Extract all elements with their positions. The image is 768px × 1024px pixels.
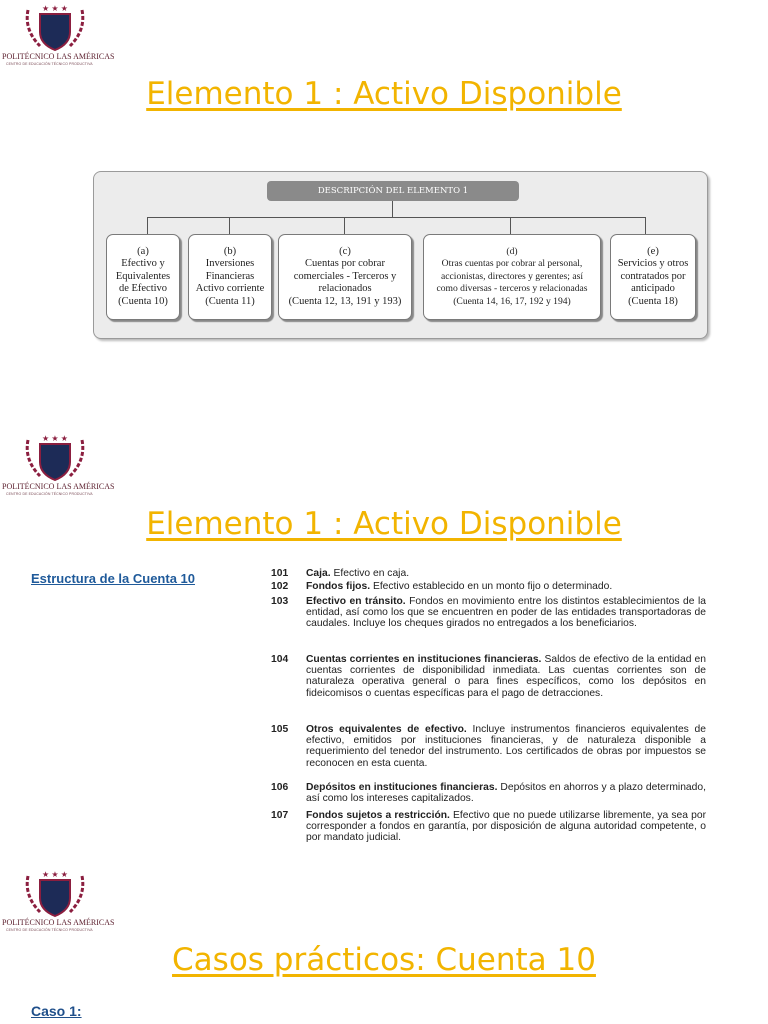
account-code: 102: [271, 581, 289, 592]
svg-text:★ ★ ★: ★ ★ ★: [42, 870, 68, 879]
svg-text:★ ★ ★: ★ ★ ★: [42, 4, 68, 13]
shield-crest-icon: [20, 866, 90, 918]
logo-name: POLITÉCNICO LAS AMÉRICAS: [2, 482, 115, 491]
account-text: Otros equivalentes de efectivo. Incluye instrumentos financieros equivalentes de efectivo, emitidos por instituciones financieras, y de naturaleza disponible a requerimiento del tenedor del instrumento. Los certificados de obras por impuestos se reconocen en esta cuenta.: [306, 724, 706, 769]
element-diagram: [93, 171, 708, 339]
account-text: Fondos fijos. Efectivo establecido en un monto fijo o determinado.: [306, 581, 613, 592]
logo-name: POLITÉCNICO LAS AMÉRICAS: [2, 52, 115, 61]
account-code: 103: [271, 596, 289, 607]
svg-text:★ ★ ★: ★ ★ ★: [42, 434, 68, 443]
diagram-box-d: (d) Otras cuentas por cobrar al personal, accionistas, directores y gerentes; así como diversas - terceros y relacionadas (Cuenta 14, 16, 17, 192 y 194): [423, 234, 601, 320]
connector: [510, 217, 511, 234]
slide-title: Elemento 1 : Activo Disponible: [146, 76, 622, 112]
diagram-box-b: (b) Inversiones Financieras Activo corriente (Cuenta 11): [188, 234, 272, 320]
account-text: Cuentas corrientes en instituciones financieras. Saldos de efectivo de la entidad en cuentas corrientes de disponibilidad inmediata. Las cuentas corrientes son de naturaleza operativa general o para fines específicos, como los depósitos en fideicomisos o cuentas específicas para el pago de detracciones.: [306, 654, 706, 699]
account-code: 104: [271, 654, 289, 665]
shield-crest-icon: [20, 430, 90, 482]
slide-1: [0, 0, 768, 400]
diagram-header: DESCRIPCIÓN DEL ELEMENTO 1: [267, 181, 519, 201]
shield-crest-icon: [20, 0, 90, 52]
connector: [147, 217, 148, 234]
account-text: Caja. Efectivo en caja.: [306, 568, 410, 579]
logo-tagline: CENTRO DE EDUCACIÓN TÉCNICO PRODUCTIVA: [6, 62, 93, 66]
case-label: Caso 1:: [31, 1003, 82, 1019]
connector: [147, 217, 645, 218]
logo-name: POLITÉCNICO LAS AMÉRICAS: [2, 918, 115, 927]
account-code: 105: [271, 724, 289, 735]
account-text: Depósitos en instituciones financieras. Depósitos en ahorros y a plazo determinado, así como los intereses capitalizados.: [306, 782, 706, 805]
account-code: 106: [271, 782, 289, 793]
diagram-box-a: (a) Efectivo y Equivalentes de Efectivo (Cuenta 10): [106, 234, 180, 320]
logo: [0, 430, 115, 500]
slide-title: Elemento 1 : Activo Disponible: [146, 506, 622, 542]
account-structure-heading: Estructura de la Cuenta 10: [31, 571, 195, 586]
account-text: Efectivo en tránsito. Fondos en movimiento entre los distintos establecimientos de la entidad, así como los que se encuentren en poder de las entidades transportadoras de caudales. Incluye los cheques girados no entregados a los beneficiarios.: [306, 596, 706, 630]
slide-title: Casos prácticos: Cuenta 10: [172, 942, 596, 978]
connector: [645, 217, 646, 234]
account-code: 101: [271, 568, 289, 579]
connector: [392, 201, 393, 217]
connector: [344, 217, 345, 234]
logo: [0, 866, 115, 936]
account-code: 107: [271, 810, 289, 821]
diagram-box-c: (c) Cuentas por cobrar comerciales - Terceros y relacionados (Cuenta 12, 13, 191 y 193): [278, 234, 412, 320]
diagram-box-e: (e) Servicios y otros contratados por anticipado (Cuenta 18): [610, 234, 696, 320]
logo: [0, 0, 115, 70]
logo-tagline: CENTRO DE EDUCACIÓN TÉCNICO PRODUCTIVA: [6, 492, 93, 496]
connector: [229, 217, 230, 234]
logo-tagline: CENTRO DE EDUCACIÓN TÉCNICO PRODUCTIVA: [6, 928, 93, 932]
account-text: Fondos sujetos a restricción. Efectivo que no puede utilizarse libremente, ya sea por corresponder a fondos en garantía, por disposición de alguna autoridad competente, o por mandato judicial.: [306, 810, 706, 844]
slide-3: [0, 860, 768, 1024]
